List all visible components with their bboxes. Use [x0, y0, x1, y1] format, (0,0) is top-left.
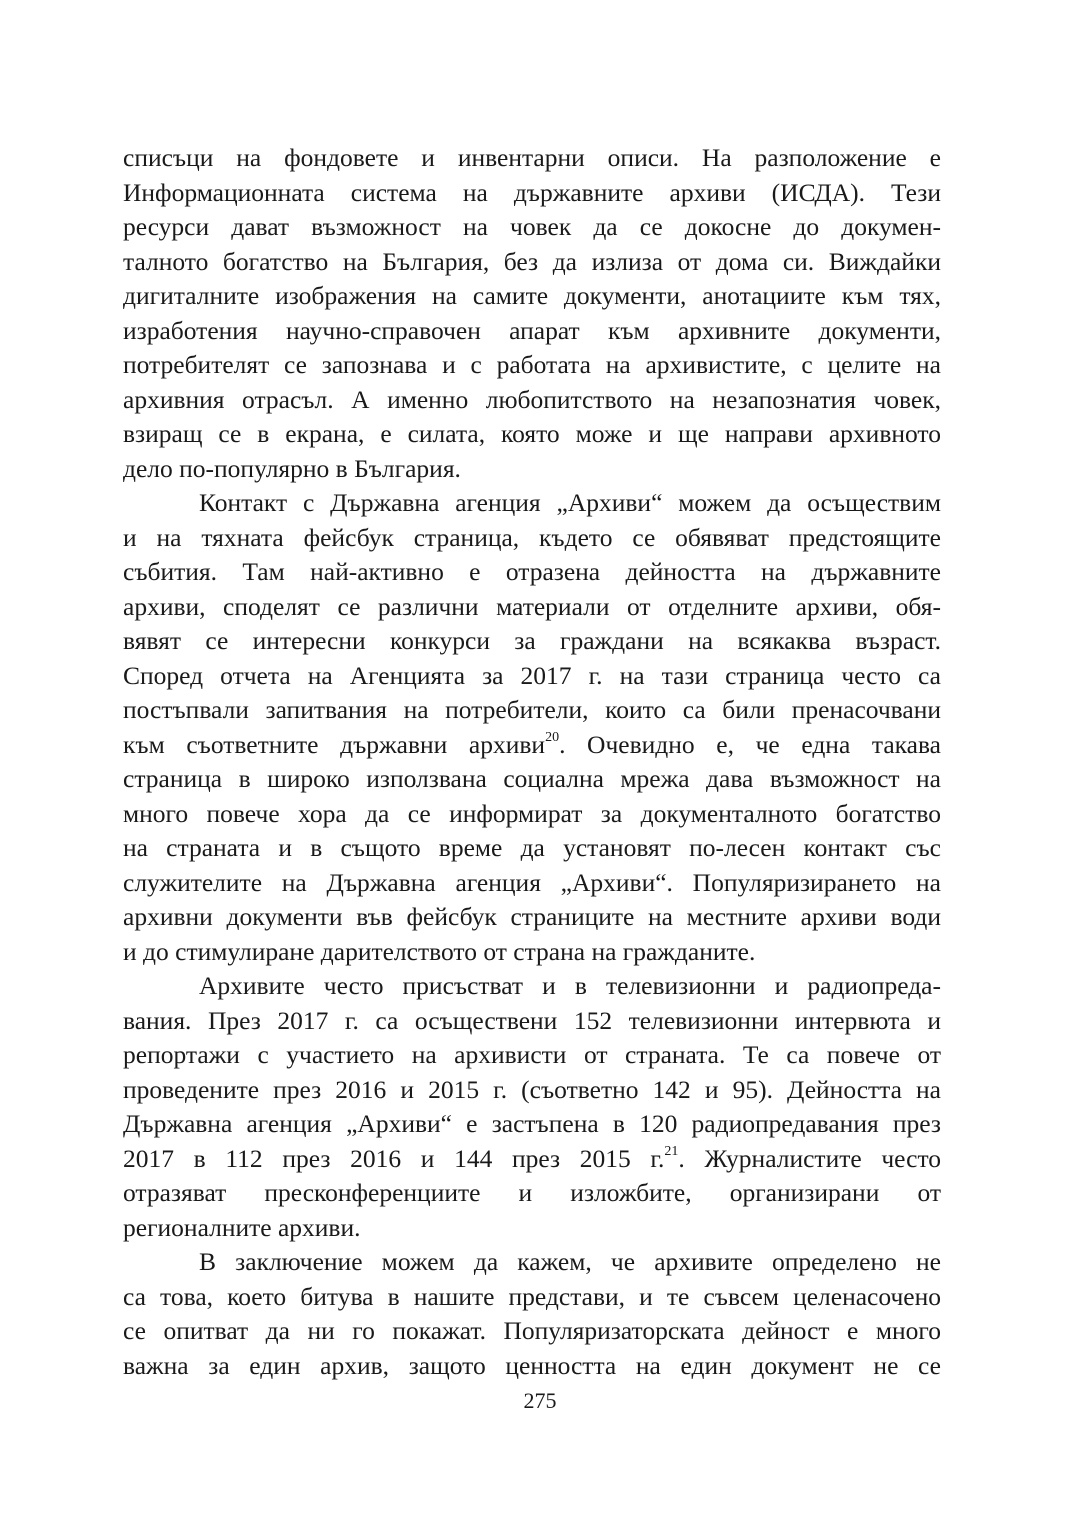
text-line: потребителят се запознава и с работата на архивистите, с целите на [123, 350, 941, 379]
text-line: дело по-популярно в България. [123, 453, 461, 483]
text-fragment: към съответните държавни архиви [123, 729, 546, 759]
text-line: се опитват да ни го покажат. Популяризаторската дейност е много [123, 1316, 941, 1345]
footnote-ref-21: 21 [664, 1144, 679, 1159]
text-line: Според отчета на Агенцията за 2017 г. на тази страница често са [123, 660, 941, 690]
text-line: Архивите често присъстват и в телевизионни и радиопреда- [199, 971, 941, 1000]
text-line: дигиталните изображения на самите документи, анотациите към тях, [123, 281, 941, 310]
text-line: и на тяхната фейсбук страница, където се обявяват предстоящите [123, 522, 941, 552]
paragraph [123, 1245, 941, 1383]
text-line: изработения научно-справочен апарат към архивните документи, [123, 315, 941, 345]
text-line: отразяват пресконференциите и изложбите, организирани от [123, 1178, 941, 1207]
text-line: събития. Там най-активно е отразена дейността на държавните [123, 557, 941, 586]
text-line: вявят се интересни конкурси за граждани на всякаква възраст. [123, 626, 941, 655]
text-line: ресурси дават възможност на човек да се докосне до докумен- [123, 212, 941, 241]
text-line: талното богатство на България, без да излиза от дома си. Виждайки [123, 246, 941, 276]
text-fragment: . Журналистите често [678, 1143, 941, 1173]
text-line: списъци на фондовете и инвентарни описи. На разположение е [123, 143, 941, 172]
text-line: В заключение можем да кажем, че архивите определено не [199, 1247, 941, 1276]
text-line: и до стимулиране дарителството от страна на гражданите. [123, 936, 756, 966]
text-line: архиви, споделят се различни материали от отделните архиви, обя- [123, 591, 941, 621]
text-line: служителите на Държавна агенция „Архиви“. Популяризирането на [123, 867, 941, 897]
text-line: взиращ се в екрана, е силата, която може и ще направи архивното [123, 419, 941, 448]
text-line: страница в широко използвана социална мрежа дава възможност на [123, 764, 941, 793]
text-line: Контакт с Държавна агенция „Архиви“ можем да осъществим [199, 488, 941, 517]
paragraph [123, 486, 941, 969]
text-line: архивния отрасъл. А именно любопитството на незапознатия човек, [123, 384, 941, 414]
text-line: Информационната система на държавните архиви (ИСДА). Тези [123, 177, 941, 207]
text-fragment: 2017 в 112 през 2016 и 144 през 2015 г. [123, 1143, 665, 1173]
text-line: постъпвали запитвания на потребители, които са били пренасочвани [123, 695, 941, 724]
text-line [123, 728, 941, 763]
paragraph [123, 141, 941, 486]
text-line: са това, което битува в нашите представи, и те съвсем целенасочено [123, 1281, 941, 1311]
text-line: Държавна агенция „Архиви“ е застъпена в 120 радиопредавания през [123, 1109, 941, 1138]
text-line: репортажи с участието на архивисти от страната. Те са повече от [123, 1040, 941, 1069]
text-line: много повече хора да се информират за документалното богатство [123, 798, 941, 828]
paragraph [123, 969, 941, 1245]
page-body [123, 141, 941, 1391]
text-line: на страната и в същото време да установят по-лесен контакт със [123, 833, 941, 862]
text-line: вания. През 2017 г. са осъществени 152 телевизионни интервюта и [123, 1005, 941, 1035]
footnote-ref-20: 20 [545, 730, 560, 745]
text-line: проведените през 2016 и 2015 г. (съответно 142 и 95). Дейността на [123, 1074, 941, 1104]
text-line [123, 1142, 941, 1177]
text-line: архивни документи във фейсбук страниците на местните архиви води [123, 902, 941, 931]
text-line: важна за един архив, защото ценността на един документ не се [123, 1350, 941, 1380]
page-number: 275 [523, 1388, 557, 1413]
text-line: регионалните архиви. [123, 1212, 361, 1242]
text-fragment: . Очевидно е, че една такава [559, 729, 941, 759]
